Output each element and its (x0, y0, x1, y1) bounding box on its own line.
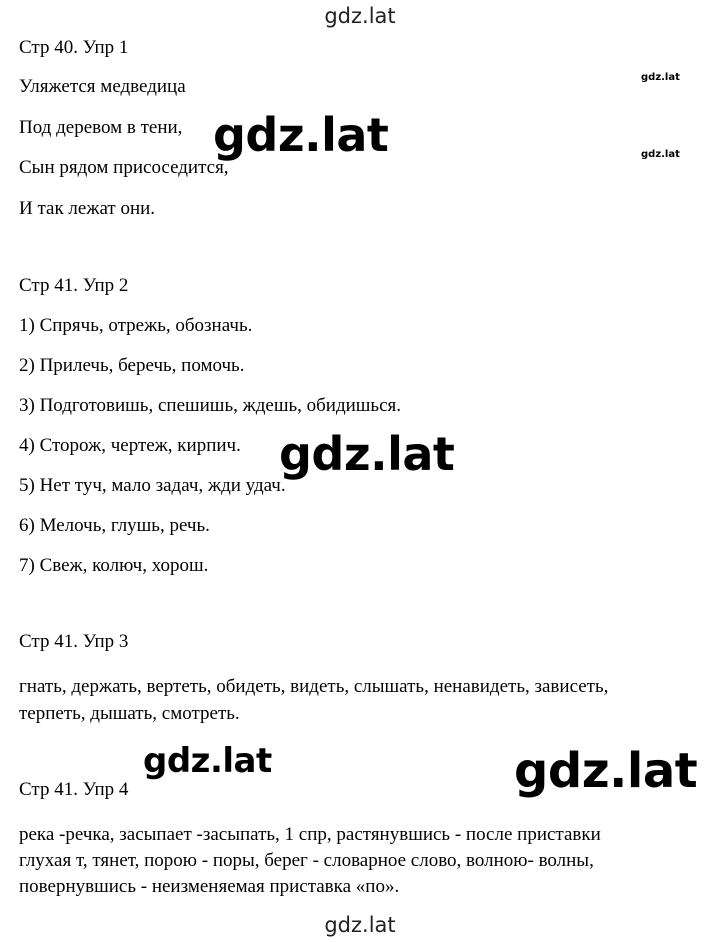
section-1-line-2: Под деревом в тени, (19, 117, 183, 138)
watermark-big-2: gdz.lat (279, 427, 455, 481)
section-3-heading: Стр 41. Упр 3 (19, 631, 129, 652)
section-2-line-3: 3) Подготовишь, спешишь, ждешь, обидишься. (19, 395, 402, 416)
section-2-line-6: 6) Мелочь, глушь, речь. (19, 515, 210, 536)
section-4-line-2: глухая т, тянет, порою - поры, берег - словарное слово, волною- волны, (19, 850, 594, 871)
watermark-small-2: gdz.lat (641, 149, 680, 160)
section-2-line-7: 7) Свеж, колюч, хорош. (19, 555, 209, 576)
section-2-line-1: 1) Спрячь, отрежь, обозначь. (19, 315, 253, 336)
watermark-big-1: gdz.lat (213, 108, 389, 162)
watermark-big-4: gdz.lat (514, 743, 698, 799)
section-1-line-1: Уляжется медведица (19, 76, 186, 97)
section-3-line-2: терпеть, дышать, смотреть. (19, 703, 240, 724)
watermark-bottom: gdz.lat (324, 913, 396, 937)
section-4-line-3: повернувшись - неизменяемая приставка «по». (19, 876, 400, 897)
section-2-line-4: 4) Сторож, чертеж, кирпич. (19, 435, 241, 456)
section-3-line-1: гнать, держать, вертеть, обидеть, видеть, слышать, ненавидеть, зависеть, (19, 676, 609, 697)
section-1-line-3: Сын рядом присоседится, (19, 157, 229, 178)
watermark-small-1: gdz.lat (641, 72, 680, 83)
watermark-top: gdz.lat (324, 4, 396, 28)
section-1-line-4: И так лежат они. (19, 198, 156, 219)
section-2-heading: Стр 41. Упр 2 (19, 275, 129, 296)
section-4-heading: Стр 41. Упр 4 (19, 779, 129, 800)
section-1-heading: Стр 40. Упр 1 (19, 37, 129, 58)
section-2-line-5: 5) Нет туч, мало задач, жди удач. (19, 475, 286, 496)
section-4-line-1: река -речка, засыпает -засыпать, 1 спр, растянувшись - после приставки (19, 824, 601, 845)
watermark-big-3: gdz.lat (143, 741, 272, 781)
section-2-line-2: 2) Прилечь, беречь, помочь. (19, 355, 245, 376)
